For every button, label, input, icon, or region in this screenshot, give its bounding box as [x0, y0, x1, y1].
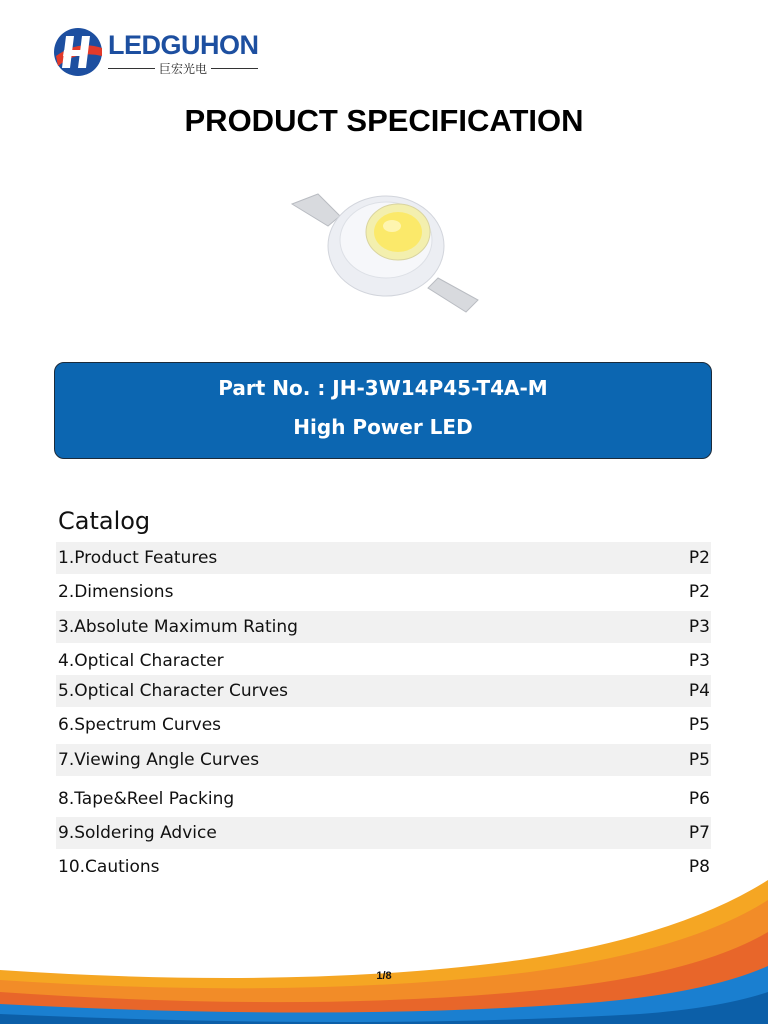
catalog-item-page: P6: [688, 789, 710, 809]
catalog-item: [56, 851, 711, 883]
brand-subtitle: 巨宏光电: [159, 62, 208, 76]
catalog-item-label: 10.Cautions: [58, 857, 160, 877]
catalog-item: [56, 709, 711, 741]
catalog-item: [56, 611, 711, 643]
part-number: Part No. : JH-3W14P45-T4A-M: [218, 376, 548, 400]
brand-subtitle-row: [108, 60, 258, 77]
catalog-item-label: 2.Dimensions: [58, 582, 174, 602]
catalog-item: [56, 645, 711, 677]
catalog-item-page: P4: [688, 681, 710, 701]
brand-name: LEDGUHON: [108, 30, 259, 60]
catalog-item: [56, 576, 711, 608]
catalog-item-label: 3.Absolute Maximum Rating: [58, 617, 298, 637]
catalog-item: [56, 817, 711, 849]
footer-wave-decoration: [0, 880, 768, 1024]
catalog-item-page: P8: [688, 857, 710, 877]
page-title: PRODUCT SPECIFICATION: [184, 103, 584, 138]
led-product-image: [288, 182, 484, 316]
catalog-item-page: P2: [688, 582, 710, 602]
catalog-item-label: 4.Optical Character: [58, 651, 224, 671]
catalog-item-page: P5: [688, 750, 710, 770]
page-number: 1/8: [376, 970, 392, 982]
brand-logo: [52, 26, 262, 82]
catalog-item-label: 7.Viewing Angle Curves: [58, 750, 260, 770]
product-type: High Power LED: [293, 415, 473, 439]
catalog-item-page: P5: [688, 715, 710, 735]
divider: [108, 68, 155, 69]
catalog-item: [56, 783, 711, 815]
catalog-item: [56, 675, 711, 707]
part-number-banner: [54, 362, 712, 459]
catalog-item-page: P2: [688, 548, 710, 568]
catalog-item-page: P3: [688, 617, 710, 637]
catalog-item: [56, 542, 711, 574]
catalog-item-page: P3: [688, 651, 710, 671]
catalog-item-label: 5.Optical Character Curves: [58, 681, 289, 701]
catalog-item-label: 1.Product Features: [58, 548, 218, 568]
catalog-item-label: 6.Spectrum Curves: [58, 715, 222, 735]
logo-globe-icon: [52, 26, 104, 78]
catalog-heading: Catalog: [58, 507, 151, 535]
divider: [211, 68, 258, 69]
catalog-item: [56, 744, 711, 776]
catalog-item-label: 8.Tape&Reel Packing: [58, 789, 235, 809]
catalog-item-page: P7: [688, 823, 710, 843]
catalog-item-label: 9.Soldering Advice: [58, 823, 217, 843]
